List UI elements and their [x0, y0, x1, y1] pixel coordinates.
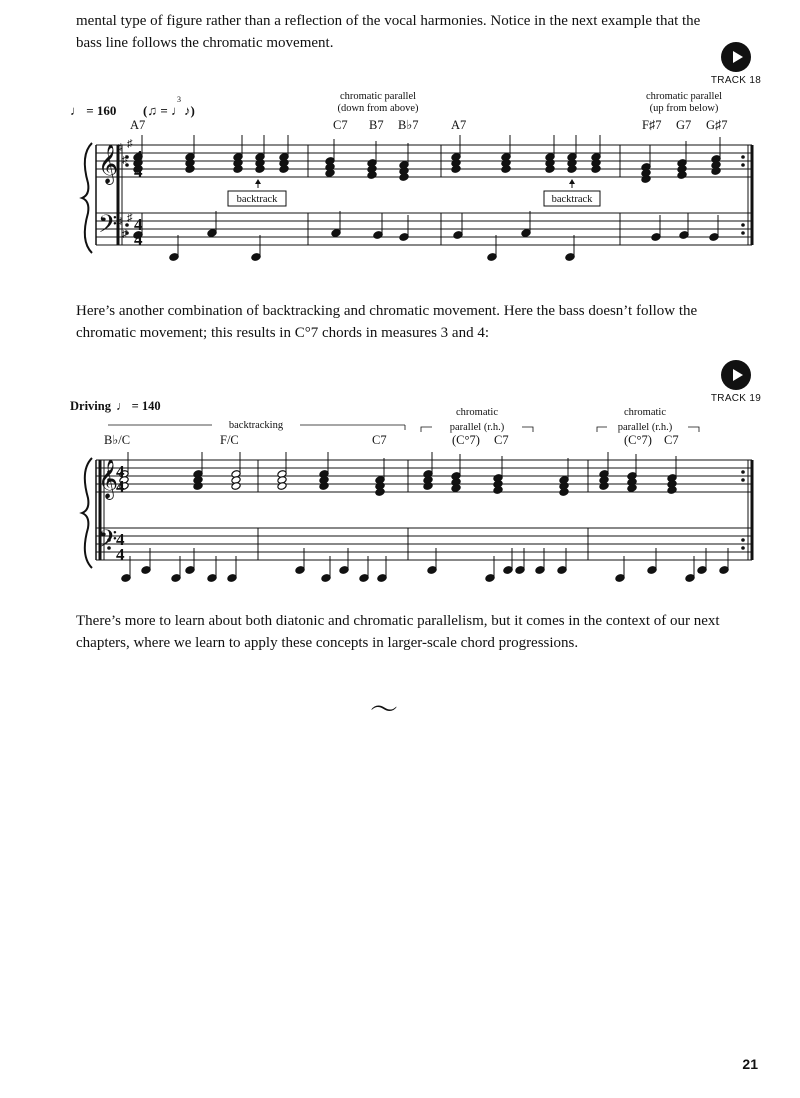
tempo-word: Driving: [70, 399, 111, 413]
backtrack-marker-2: [544, 179, 600, 206]
annotation-chromatic-1: chromatic: [456, 407, 498, 418]
annotation-chromatic-2: chromatic: [624, 407, 666, 418]
page-number: 21: [742, 1056, 758, 1072]
key-signature-sharps: ♯: [122, 154, 128, 166]
annotation-chromatic-up: chromatic parallel: [645, 91, 723, 102]
track-18-badge[interactable]: [704, 42, 768, 86]
closing-paragraph: There’s more to learn about both diatonic and chromatic parallelism, but it comes in the context of our next chapters, where we learn to apply these concepts in larger-scale chord progressions.: [76, 613, 720, 651]
time-signature: 4: [116, 530, 125, 549]
key-signature-sharps: ♯: [127, 212, 133, 224]
cd-play-icon: [721, 42, 751, 72]
bass-clef-icon: 𝄢: [98, 211, 118, 244]
swing-marking: (♫ = ♩♪): [143, 103, 195, 118]
key-signature-sharps: ♯: [117, 142, 123, 154]
chord-symbol: F♯7: [642, 118, 662, 132]
tempo-marking-2: ♩ = 140: [116, 399, 161, 413]
music-example-2: [0, 390, 800, 590]
chord-symbol: G7: [676, 118, 692, 132]
backtrack-marker-1: [228, 179, 286, 206]
time-signature: 4: [116, 477, 125, 496]
brace: [82, 458, 92, 568]
annotation-down-from-above: (down from above): [337, 103, 419, 114]
chord-symbol: (C°7): [452, 433, 480, 447]
time-signature: 4: [134, 215, 143, 234]
chord-symbol: G♯7: [706, 118, 728, 132]
time-signature: 4: [134, 162, 143, 181]
treble-clef-icon: 𝄞: [98, 146, 119, 183]
annotation-parallel-rh-1: parallel (r.h.): [449, 422, 505, 433]
cd-play-icon: [721, 360, 751, 390]
annotation-up-from-below: (up from below): [649, 103, 719, 114]
chord-symbol: F/C: [220, 433, 239, 447]
time-signature: 4: [116, 462, 125, 481]
tempo-marking-1: ♩ = 160: [70, 103, 117, 118]
barlines: [96, 145, 752, 245]
chord-symbol: B♭/C: [104, 433, 131, 447]
time-signature: 4: [134, 230, 143, 249]
svg-text:backtrack: backtrack: [551, 194, 593, 205]
bass-clef-icon: 𝄢: [98, 526, 118, 559]
treble-clef-icon: 𝄞: [98, 461, 119, 498]
annotation-parallel-rh-2: parallel (r.h.): [617, 422, 673, 433]
chord-symbol: B♭7: [398, 118, 419, 132]
chord-symbol: A7: [451, 118, 467, 132]
chord-symbol: C7: [333, 118, 348, 132]
track-19-label: TRACK 19: [710, 393, 762, 404]
ornament-swirl: 〜: [370, 693, 399, 726]
annotation-backtracking: backtracking: [228, 420, 284, 431]
brace: [82, 143, 92, 253]
chord-symbol: C7: [494, 433, 509, 447]
time-signature: 4: [116, 545, 125, 564]
transition-paragraph: Here’s another combination of backtracking and chromatic movement. Here the bass doesn’t follow the chromatic movement; this results in C°7 chords in measures 3 and 4:: [76, 303, 698, 341]
key-signature-sharps: ♯: [117, 216, 123, 228]
annotation-chromatic-down: chromatic parallel: [339, 91, 417, 102]
chord-symbol: B7: [369, 118, 384, 132]
triplet-mark: 3: [177, 95, 181, 104]
chord-symbol: A7: [130, 118, 146, 132]
notes-layer: [133, 135, 721, 261]
music-example-1: [0, 85, 800, 285]
time-signature: 4: [134, 147, 143, 166]
svg-text:backtrack: backtrack: [236, 194, 278, 205]
chord-symbol: (C°7): [624, 433, 652, 447]
notes-layer: [119, 452, 729, 582]
key-signature-sharps: ♯: [122, 228, 128, 240]
chord-symbol: C7: [372, 433, 387, 447]
chord-symbol: C7: [664, 433, 679, 447]
repeat-dots: [125, 155, 745, 235]
track-18-label: TRACK 18: [710, 75, 762, 86]
intro-paragraph: mental type of figure rather than a reflection of the vocal harmonies. Notice in the next example that the bass line follows the chromatic movement.: [76, 13, 701, 51]
key-signature-sharps: ♯: [127, 138, 133, 150]
